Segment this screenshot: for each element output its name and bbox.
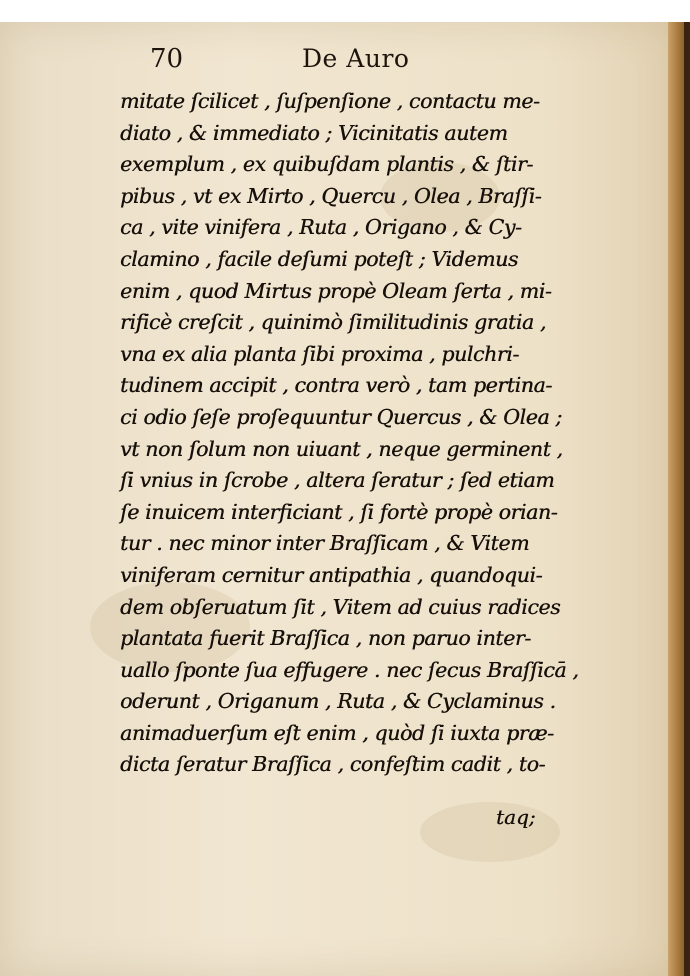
text-line: oderunt , Origanum , Ruta , & Cyclaminus . [120,689,556,714]
text-line: enim , quod Mirtus propè Oleam ſerta , mi- [120,278,552,303]
running-title: De Auro [302,44,410,73]
text-line: tudinem accipit , contra verò , tam pertina- [120,373,552,398]
text-line: exemplum , ex quibuſdam plantis , & ſtir- [120,152,533,177]
text-line: ſe inuicem interficiant , ſi fortè propè orian- [120,499,558,524]
text-line: rificè creſcit , quinimò ſimilitudinis gratia , [120,310,546,335]
paper-stain [420,802,560,862]
text-line: ſi vnius in ſcrobe , altera ſeratur ; ſed etiam [120,468,555,493]
text-line: pibus , vt ex Mirto , Quercu , Olea , Braſſi- [120,183,542,208]
text-line: dem obſeruatum ſit , Vitem ad cuius radices [120,594,561,619]
page-number: 70 [150,44,184,74]
catchword: taq; [496,805,536,829]
text-line: uallo ſponte ſua effugere . nec ſecus Braſſicā , [120,657,579,682]
text-line: diato , & immediato ; Vicinitatis autem [120,120,508,145]
text-line: viniferam cernitur antipathia , quandoqui- [120,562,543,587]
text-line: mitate ſcilicet , ſuſpenſione , contactu me- [120,89,540,113]
text-line: ca , vite vinifera , Ruta , Origano , & Cy- [120,215,522,240]
text-line: clamino , facile deſumi poteſt ; Videmus [120,246,518,271]
text-line: plantata fuerit Braſſica , non paruo inter- [120,626,531,651]
text-line: tur . nec minor inter Braſſicam , & Vitem [120,531,530,556]
text-line: vna ex alia planta ſibi proxima , pulchri- [120,341,519,366]
text-line: animaduerſum eſt enim , quòd ſi iuxta præ- [120,720,554,745]
running-head [150,44,410,84]
binding-edge [684,22,690,976]
body-text [120,86,590,781]
text-line: dicta ſeratur Braſſica , confeſtim cadit , to- [120,752,546,777]
text-line: vt non ſolum non uiuant , neque germinent , [120,436,563,461]
text-line: ci odio ſeſe proſequuntur Quercus , & Olea ; [120,404,562,429]
